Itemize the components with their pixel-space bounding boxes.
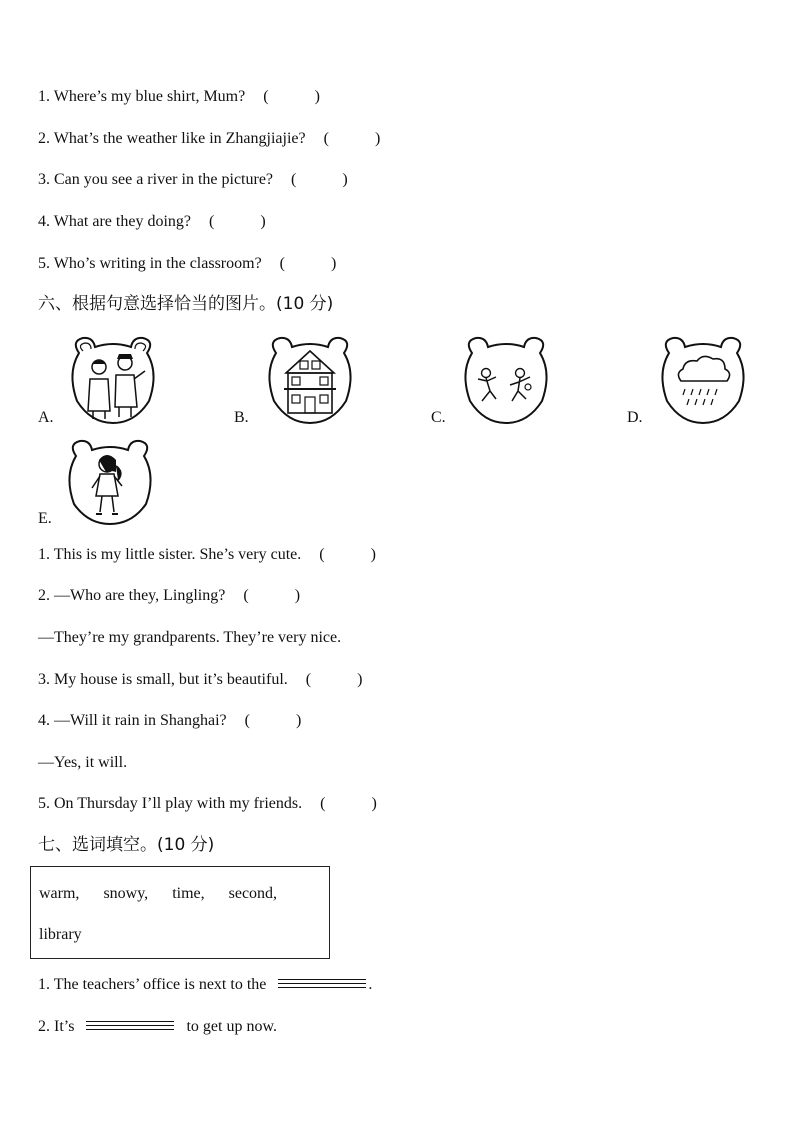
answer-parentheses[interactable]: ( ) <box>243 587 301 604</box>
sentence-line: 1. This is my little sister. She’s very cute. ( ) <box>38 546 376 563</box>
word-bank-word: warm, <box>39 885 80 902</box>
picture-label: D. <box>627 409 643 426</box>
sentence-line: —Yes, it will. <box>38 754 128 771</box>
section-heading: 七、选词填空。(10 分) <box>38 835 215 855</box>
house-icon <box>260 333 360 425</box>
sentence-line: —They’re my grandparents. They’re very nice. <box>38 629 342 646</box>
answer-parentheses[interactable]: ( ) <box>263 88 320 105</box>
answer-parentheses[interactable]: ( ) <box>320 795 377 812</box>
answer-parentheses[interactable]: ( ) <box>291 171 348 188</box>
word-bank-word: snowy, <box>103 885 149 902</box>
answer-parentheses[interactable]: ( ) <box>319 546 376 563</box>
picture-label: B. <box>234 409 249 426</box>
fill-in-line: 1. The teachers’ office is next to the . <box>38 976 373 993</box>
children-playing-icon <box>456 333 556 425</box>
word-bank-row <box>39 885 297 903</box>
word-bank-row <box>39 926 102 944</box>
word-bank-word: library <box>39 926 82 943</box>
answer-parentheses[interactable]: ( ) <box>244 712 302 729</box>
picture-label: A. <box>38 409 54 426</box>
answer-parentheses[interactable]: ( ) <box>323 130 381 147</box>
answer-blank[interactable] <box>278 979 366 991</box>
fill-in-line: 2. It’s to get up now. <box>38 1018 277 1035</box>
question-line: 5. Who’s writing in the classroom? ( ) <box>38 255 337 272</box>
picture-label: E. <box>38 510 52 527</box>
question-line: 1. Where’s my blue shirt, Mum? ( ) <box>38 88 320 105</box>
grandparents-icon <box>63 333 163 425</box>
question-line: 3. Can you see a river in the picture? ( ) <box>38 171 348 188</box>
section-heading: 六、根据句意选择恰当的图片。(10 分) <box>38 294 334 314</box>
answer-parentheses[interactable]: ( ) <box>305 671 363 688</box>
sentence-line: 4. —Will it rain in Shanghai? ( ) <box>38 712 302 729</box>
sentence-line: 3. My house is small, but it’s beautiful. ( ) <box>38 671 363 688</box>
word-bank-box <box>30 866 330 959</box>
word-bank-word: second, <box>228 885 278 902</box>
question-line: 4. What are they doing? ( ) <box>38 213 266 230</box>
answer-parentheses[interactable]: ( ) <box>279 255 337 272</box>
picture-label: C. <box>431 409 446 426</box>
answer-parentheses[interactable]: ( ) <box>208 213 266 230</box>
little-girl-icon <box>60 436 160 526</box>
sentence-line: 5. On Thursday I’ll play with my friends. ( ) <box>38 795 377 812</box>
rain-cloud-icon <box>653 333 753 425</box>
question-line: 2. What’s the weather like in Zhangjiajie? ( ) <box>38 130 381 147</box>
word-bank-word: time, <box>172 885 205 902</box>
answer-blank[interactable] <box>86 1021 174 1033</box>
sentence-line: 2. —Who are they, Lingling? ( ) <box>38 587 301 604</box>
